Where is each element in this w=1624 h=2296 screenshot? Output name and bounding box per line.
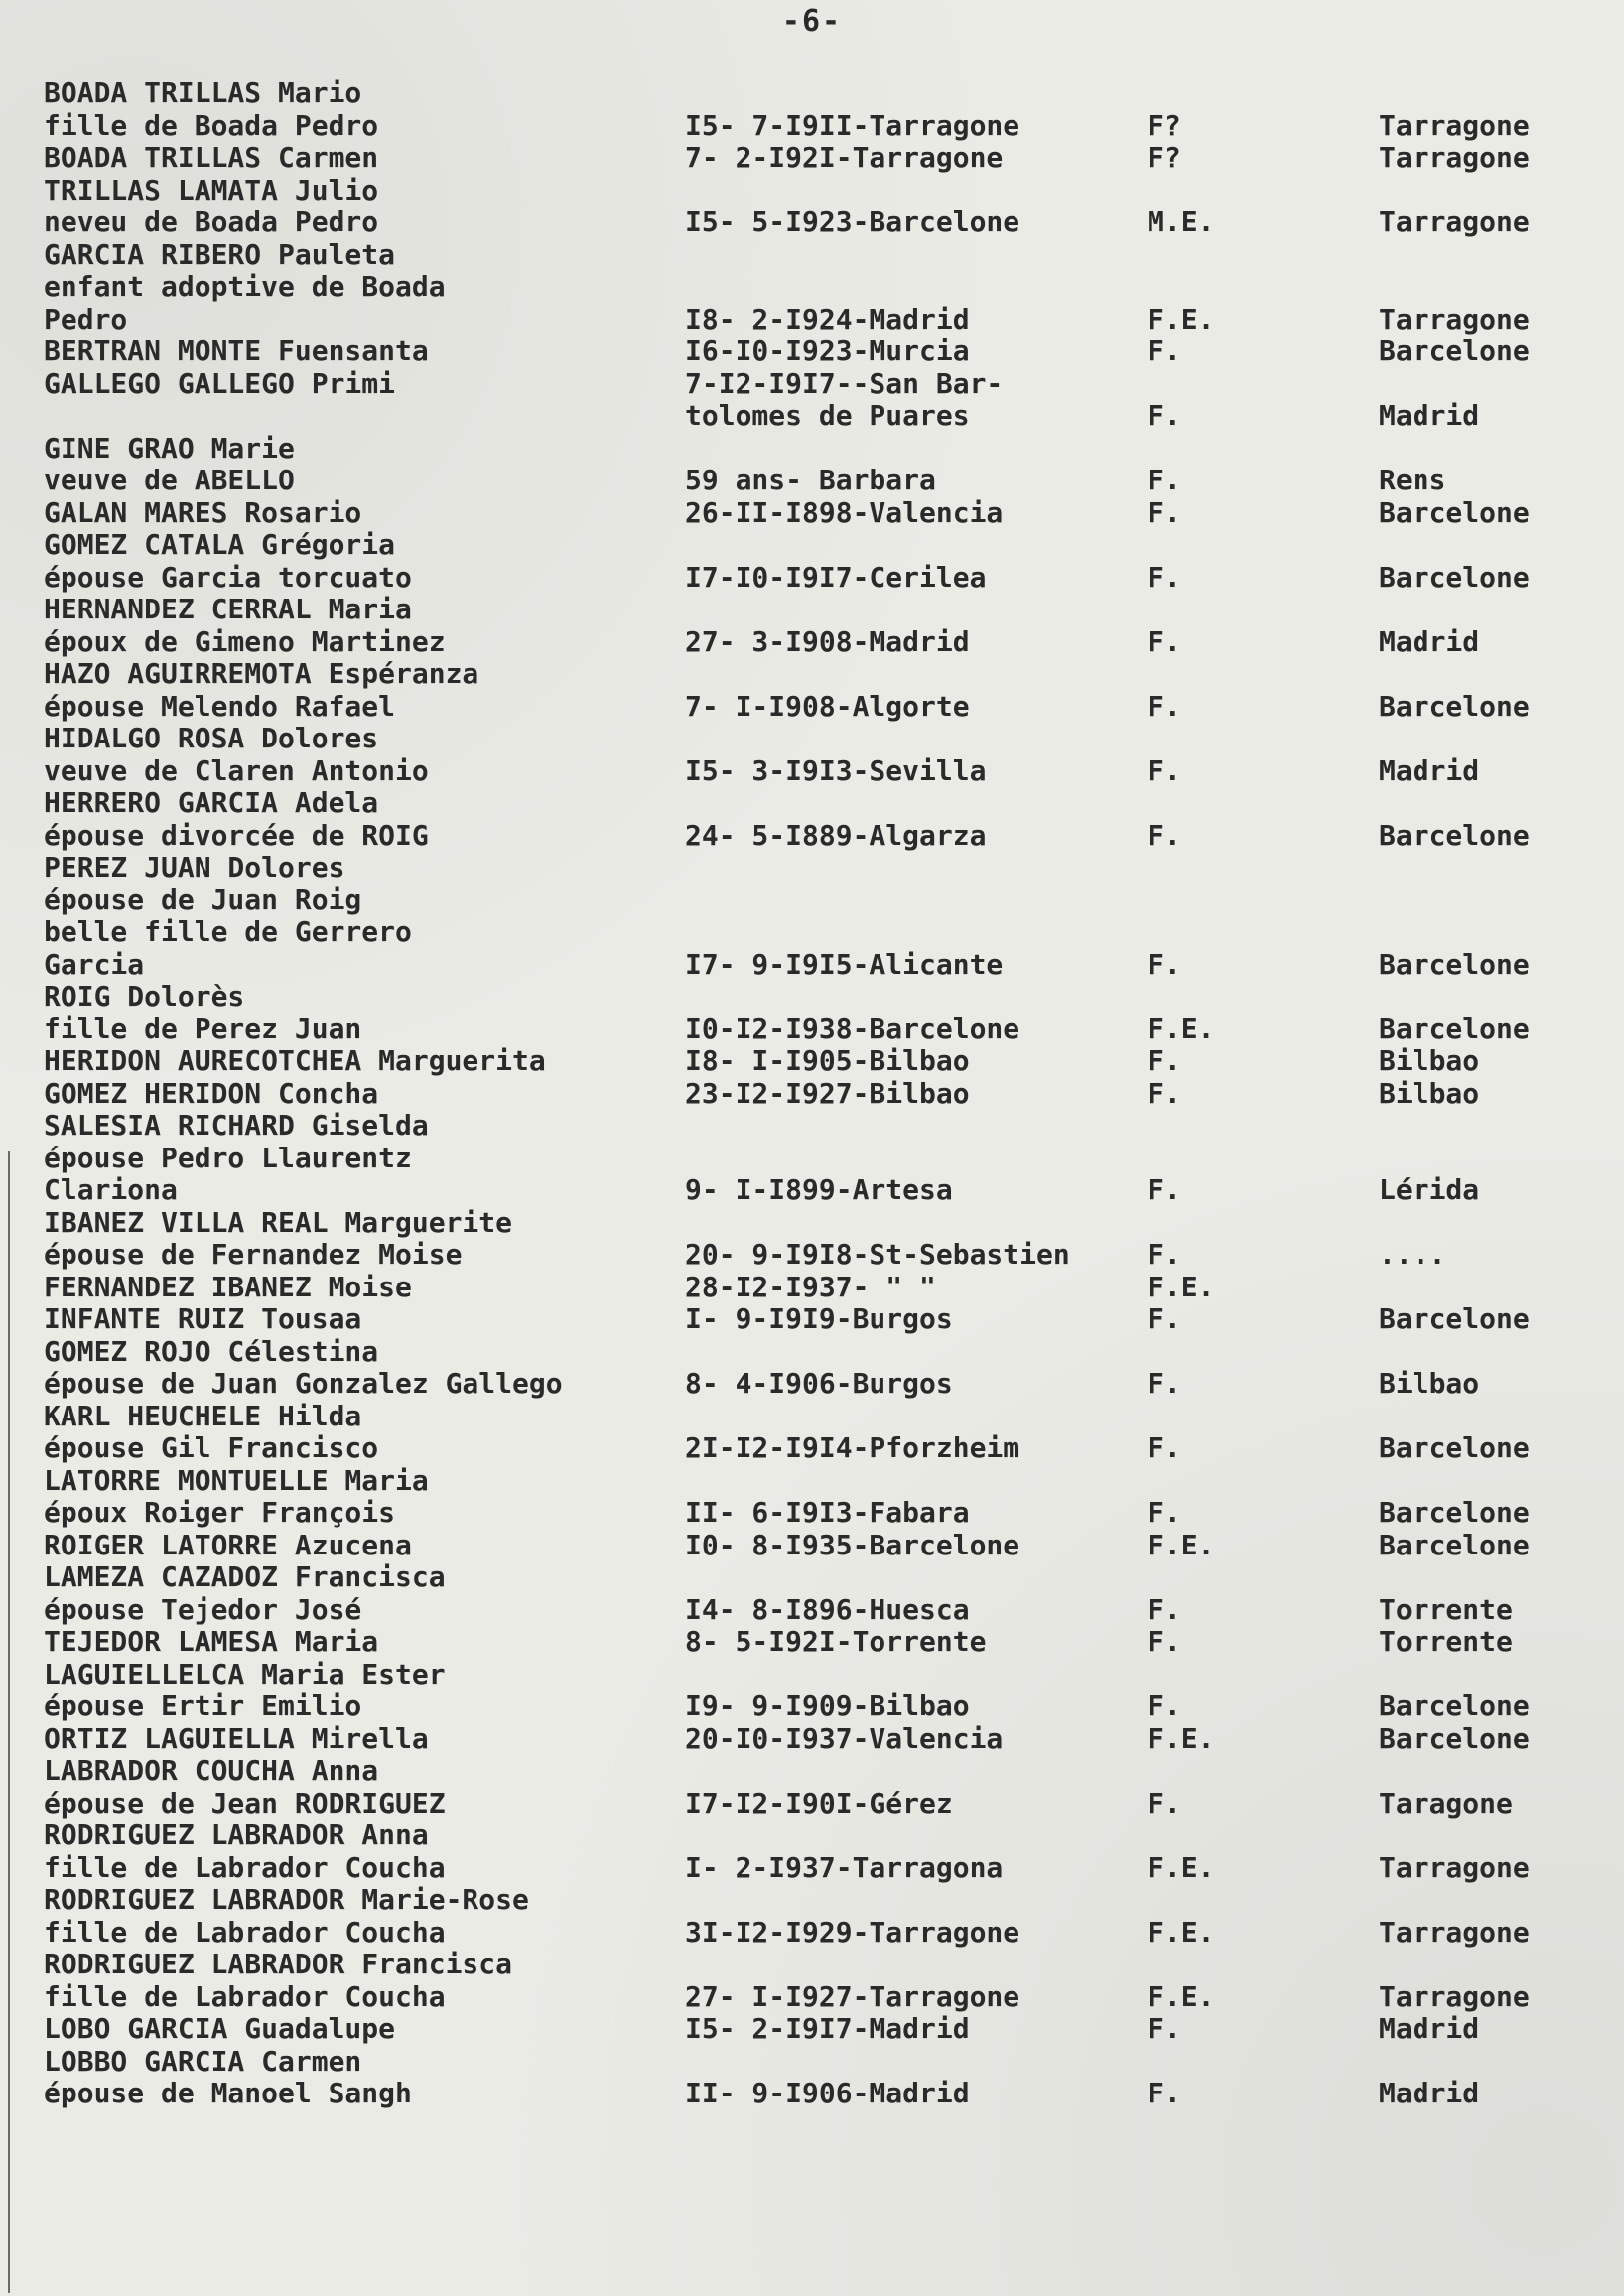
birth-info: I7- 9-I9I5-Alicante (685, 947, 1004, 981)
birth-info: I5- 5-I923-Barcelone (685, 205, 1020, 238)
nationality-code: M.E. (1148, 205, 1215, 238)
table-row (44, 1143, 1612, 1175)
table-row (44, 2046, 1612, 2079)
table-row (44, 497, 1612, 530)
residence: Bilbao (1379, 1076, 1480, 1110)
person-name: BOADA TRILLAS Mario (44, 76, 362, 109)
nationality-code: F.E. (1148, 302, 1215, 336)
table-row (44, 594, 1612, 626)
table-row (44, 1626, 1612, 1659)
nationality-code: F. (1148, 495, 1181, 529)
nationality-code: F. (1148, 464, 1181, 496)
birth-info: 20- 9-I9I8-St-Sebastien (685, 1238, 1070, 1271)
residence: Barcelone (1379, 1431, 1530, 1464)
birth-info: 2I-I2-I9I4-Pforzheim (685, 1431, 1020, 1464)
person-name: épouse de Juan Gonzalez Gallego (44, 1367, 563, 1400)
residence: Barcelone (1379, 1496, 1530, 1529)
person-name: HIDALGO ROSA Dolores (44, 722, 379, 754)
nationality-code: F? (1148, 108, 1181, 142)
person-name: Pedro (44, 302, 128, 336)
birth-info: I5- 3-I9I3-Sevilla (685, 753, 987, 787)
table-row (44, 1368, 1612, 1401)
table-row (44, 400, 1612, 433)
person-name: veuve de ABELLO (44, 464, 295, 496)
birth-info: tolomes de Puares (685, 399, 970, 432)
person-name: LAGUIELLELCA Maria Ester (44, 1657, 446, 1690)
person-name: épouse divorcée de ROIG (44, 818, 429, 852)
birth-info: 8- 4-I906-Burgos (685, 1367, 953, 1400)
table-row (44, 755, 1612, 788)
person-name: GINE GRAO Marie (44, 431, 295, 465)
residence: Torrente (1379, 1592, 1513, 1626)
person-name: épouse Melendo Rafael (44, 689, 396, 723)
residence: Barcelone (1379, 1528, 1530, 1561)
table-row (44, 1497, 1612, 1530)
table-row (44, 336, 1612, 368)
birth-info: I7-I0-I9I7-Cerilea (685, 560, 987, 594)
residence: Barcelone (1379, 947, 1530, 981)
residence: Barcelone (1379, 1012, 1530, 1045)
nationality-code: F. (1148, 1238, 1181, 1271)
nationality-code: F. (1148, 2077, 1181, 2109)
person-name: LAMEZA CAZADOZ Francisca (44, 1560, 446, 1593)
table-row (44, 271, 1612, 304)
person-name: LATORRE MONTUELLE Maria (44, 1463, 429, 1497)
person-name: KARL HEUCHELE Hilda (44, 1399, 362, 1432)
nationality-code: F. (1148, 947, 1181, 981)
person-name: époux Roiger François (44, 1496, 396, 1529)
person-name: épouse de Jean RODRIGUEZ (44, 1786, 446, 1820)
residence: Tarragone (1379, 1850, 1530, 1884)
nationality-code: F. (1148, 1076, 1181, 1110)
table-row (44, 142, 1612, 175)
residence: Tarragone (1379, 141, 1530, 174)
person-name: veuve de Claren Antonio (44, 753, 429, 787)
person-name: GOMEZ CATALA Grégoria (44, 528, 396, 561)
residence: Bilbao (1379, 1367, 1480, 1400)
person-name: épouse Tejedor José (44, 1592, 362, 1626)
birth-info: 23-I2-I927-Bilbao (685, 1076, 970, 1110)
residence: Rens (1379, 464, 1446, 496)
person-name: PEREZ JUAN Dolores (44, 851, 345, 883)
table-row (44, 110, 1612, 143)
table-row (44, 1723, 1612, 1756)
table-row (44, 1949, 1612, 1981)
nationality-code: F. (1148, 818, 1181, 852)
person-name: RODRIGUEZ LABRADOR Marie-Rose (44, 1883, 529, 1916)
person-name: GALLEGO GALLEGO Primi (44, 366, 396, 400)
nationality-code: F. (1148, 1044, 1181, 1077)
nationality-code: F. (1148, 1786, 1181, 1820)
table-row (44, 1432, 1612, 1465)
table-row (44, 1110, 1612, 1143)
person-name: INFANTE RUIZ Tousaa (44, 1302, 362, 1335)
person-name: épouse Ertir Emilio (44, 1689, 362, 1722)
person-name: neveu de Boada Pedro (44, 205, 379, 238)
residence: Madrid (1379, 753, 1480, 787)
residence: Torrente (1379, 1625, 1513, 1658)
table-row (44, 206, 1612, 239)
birth-info: 28-I2-I937- " " (685, 1270, 936, 1303)
birth-info: I9- 9-I909-Bilbao (685, 1689, 970, 1722)
residence: Lérida (1379, 1173, 1480, 1206)
birth-info: 7-I2-I9I7--San Bar- (685, 366, 1004, 400)
nationality-code: F.E. (1148, 1528, 1215, 1561)
person-name: épouse Pedro Llaurentz (44, 1141, 412, 1174)
residence: Bilbao (1379, 1044, 1480, 1077)
person-name: épouse Garcia torcuato (44, 560, 412, 594)
person-name: GALAN MARES Rosario (44, 495, 362, 529)
birth-info: 7- I-I908-Algorte (685, 689, 970, 723)
table-row (44, 77, 1612, 110)
table-row (44, 852, 1612, 884)
person-name: RODRIGUEZ LABRADOR Francisca (44, 1948, 513, 1980)
person-name: TRILLAS LAMATA Julio (44, 173, 379, 206)
nationality-code: F. (1148, 2012, 1181, 2045)
table-row (44, 981, 1612, 1013)
birth-info: I0- 8-I935-Barcelone (685, 1528, 1020, 1561)
person-name: GARCIA RIBERO Pauleta (44, 237, 396, 271)
nationality-code: F? (1148, 141, 1181, 174)
nationality-code: F.E. (1148, 1721, 1215, 1755)
residence: .... (1379, 1238, 1446, 1271)
nationality-code: F.E. (1148, 1915, 1215, 1949)
person-name: fille de Labrador Coucha (44, 1915, 446, 1949)
person-name: épouse de Manoel Sangh (44, 2077, 412, 2109)
residence: Madrid (1379, 399, 1480, 432)
table-row (44, 1272, 1612, 1304)
person-name: GOMEZ HERIDON Concha (44, 1076, 379, 1110)
table-row (44, 1465, 1612, 1498)
residence: Barcelone (1379, 1721, 1530, 1755)
table-row (44, 465, 1612, 497)
person-name: ROIG Dolorès (44, 980, 245, 1013)
page-number: -6- (781, 4, 843, 39)
table-row (44, 884, 1612, 917)
table-row (44, 1852, 1612, 1885)
birth-info: II- 6-I9I3-Fabara (685, 1496, 970, 1529)
person-name: épouse de Fernandez Moise (44, 1238, 463, 1271)
person-name: HERIDON AURECOTCHEA Marguerita (44, 1044, 546, 1077)
residence: Madrid (1379, 2077, 1480, 2109)
birth-info: I5- 2-I9I7-Madrid (685, 2012, 970, 2045)
birth-info: I7-I2-I90I-Gérez (685, 1786, 953, 1820)
person-name: épouse de Juan Roig (44, 882, 362, 916)
nationality-code: F. (1148, 1367, 1181, 1400)
residence: Taragone (1379, 1786, 1513, 1820)
birth-info: 27- I-I927-Tarragone (685, 1979, 1020, 2013)
person-name: ROIGER LATORRE Azucena (44, 1528, 412, 1561)
person-name: RODRIGUEZ LABRADOR Anna (44, 1819, 429, 1851)
person-name: fille de Labrador Coucha (44, 1850, 446, 1884)
person-name: FERNANDEZ IBANEZ Moise (44, 1270, 412, 1303)
table-row (44, 1303, 1612, 1336)
residence: Madrid (1379, 2012, 1480, 2045)
table-row (44, 626, 1612, 659)
person-name: enfant adoptive de Boada (44, 270, 446, 303)
residence: Barcelone (1379, 1302, 1530, 1335)
person-name: fille de Boada Pedro (44, 108, 379, 142)
nationality-code: F. (1148, 1302, 1181, 1335)
table-row (44, 820, 1612, 853)
nationality-code: F.E. (1148, 1270, 1215, 1303)
birth-info: I4- 8-I896-Huesca (685, 1592, 970, 1626)
table-row (44, 368, 1612, 401)
birth-info: I6-I0-I923-Murcia (685, 335, 970, 367)
person-name: fille de Perez Juan (44, 1012, 362, 1045)
table-row (44, 1401, 1612, 1433)
residence: Madrid (1379, 624, 1480, 658)
birth-info: 7- 2-I92I-Tarragone (685, 141, 1004, 174)
table-row (44, 1174, 1612, 1207)
register-table (44, 77, 1612, 2110)
table-row (44, 916, 1612, 949)
nationality-code: F. (1148, 1496, 1181, 1529)
table-row (44, 529, 1612, 562)
birth-info: 27- 3-I908-Madrid (685, 624, 970, 658)
table-row (44, 1336, 1612, 1369)
nationality-code: F.E. (1148, 1012, 1215, 1045)
table-row (44, 1981, 1612, 2014)
birth-info: 20-I0-I937-Valencia (685, 1721, 1004, 1755)
person-name: BOADA TRILLAS Carmen (44, 141, 379, 174)
nationality-code: F. (1148, 1431, 1181, 1464)
table-row (44, 787, 1612, 820)
margin-line (8, 1151, 10, 2293)
table-row (44, 1820, 1612, 1852)
table-row (44, 1078, 1612, 1111)
person-name: BERTRAN MONTE Fuensanta (44, 335, 429, 367)
birth-info: 59 ans- Barbara (685, 464, 936, 496)
residence: Tarragone (1379, 1979, 1530, 2013)
birth-info: 9- I-I899-Artesa (685, 1173, 953, 1206)
nationality-code: F.E. (1148, 1979, 1215, 2013)
table-row (44, 1239, 1612, 1272)
nationality-code: F. (1148, 1592, 1181, 1626)
person-name: LABRADOR COUCHA Anna (44, 1754, 379, 1787)
person-name: HERNANDEZ CERRAL Maria (44, 593, 412, 625)
birth-info: I8- 2-I924-Madrid (685, 302, 970, 336)
birth-info: I- 2-I937-Tarragona (685, 1850, 1004, 1884)
table-row (44, 658, 1612, 691)
table-row (44, 239, 1612, 272)
nationality-code: F. (1148, 624, 1181, 658)
birth-info: II- 9-I906-Madrid (685, 2077, 970, 2109)
birth-info: I- 9-I9I9-Burgos (685, 1302, 953, 1335)
person-name: LOBBO GARCIA Carmen (44, 2044, 362, 2078)
table-row (44, 1530, 1612, 1562)
person-name: IBANEZ VILLA REAL Marguerite (44, 1205, 513, 1239)
nationality-code: F. (1148, 335, 1181, 367)
table-row (44, 1917, 1612, 1950)
birth-info: I8- I-I905-Bilbao (685, 1044, 970, 1077)
person-name: GOMEZ ROJO Célestina (44, 1334, 379, 1368)
person-name: Clariona (44, 1173, 178, 1206)
birth-info: I0-I2-I938-Barcelone (685, 1012, 1020, 1045)
table-row (44, 1755, 1612, 1788)
table-row (44, 1045, 1612, 1078)
person-name: Garcia (44, 947, 145, 981)
residence: Tarragone (1379, 1915, 1530, 1949)
residence: Barcelone (1379, 689, 1530, 723)
table-row (44, 723, 1612, 755)
person-name: TEJEDOR LAMESA Maria (44, 1625, 379, 1658)
residence: Tarragone (1379, 302, 1530, 336)
residence: Tarragone (1379, 205, 1530, 238)
nationality-code: F.E. (1148, 1850, 1215, 1884)
table-row (44, 1690, 1612, 1723)
person-name: SALESIA RICHARD Giselda (44, 1109, 429, 1142)
person-name: ORTIZ LAGUIELLA Mirella (44, 1721, 429, 1755)
residence: Barcelone (1379, 560, 1530, 594)
residence: Barcelone (1379, 1689, 1530, 1722)
table-row (44, 691, 1612, 724)
table-row (44, 1594, 1612, 1627)
birth-info: 26-II-I898-Valencia (685, 495, 1004, 529)
table-row (44, 2078, 1612, 2110)
birth-info: 3I-I2-I929-Tarragone (685, 1915, 1020, 1949)
residence: Tarragone (1379, 108, 1530, 142)
person-name: fille de Labrador Coucha (44, 1979, 446, 2013)
table-row (44, 1884, 1612, 1917)
table-row (44, 562, 1612, 595)
table-row (44, 1788, 1612, 1821)
nationality-code: F. (1148, 689, 1181, 723)
person-name: HERRERO GARCIA Adela (44, 786, 379, 819)
table-row (44, 433, 1612, 466)
table-row (44, 949, 1612, 982)
nationality-code: F. (1148, 560, 1181, 594)
nationality-code: F. (1148, 399, 1181, 432)
birth-info: I5- 7-I9II-Tarragone (685, 108, 1020, 142)
table-row (44, 1207, 1612, 1240)
table-row (44, 1013, 1612, 1046)
nationality-code: F. (1148, 1625, 1181, 1658)
birth-info: 8- 5-I92I-Torrente (685, 1625, 987, 1658)
person-name: HAZO AGUIRREMOTA Espéranza (44, 657, 479, 690)
table-row (44, 304, 1612, 337)
nationality-code: F. (1148, 753, 1181, 787)
nationality-code: F. (1148, 1173, 1181, 1206)
person-name: époux de Gimeno Martinez (44, 624, 446, 658)
person-name: épouse Gil Francisco (44, 1431, 379, 1464)
residence: Barcelone (1379, 335, 1530, 367)
nationality-code: F. (1148, 1689, 1181, 1722)
residence: Barcelone (1379, 495, 1530, 529)
person-name: belle fille de Gerrero (44, 915, 412, 948)
table-row (44, 2013, 1612, 2046)
table-row (44, 1659, 1612, 1691)
table-row (44, 175, 1612, 207)
person-name: LOBO GARCIA Guadalupe (44, 2012, 396, 2045)
residence: Barcelone (1379, 818, 1530, 852)
birth-info: 24- 5-I889-Algarza (685, 818, 987, 852)
table-row (44, 1561, 1612, 1594)
